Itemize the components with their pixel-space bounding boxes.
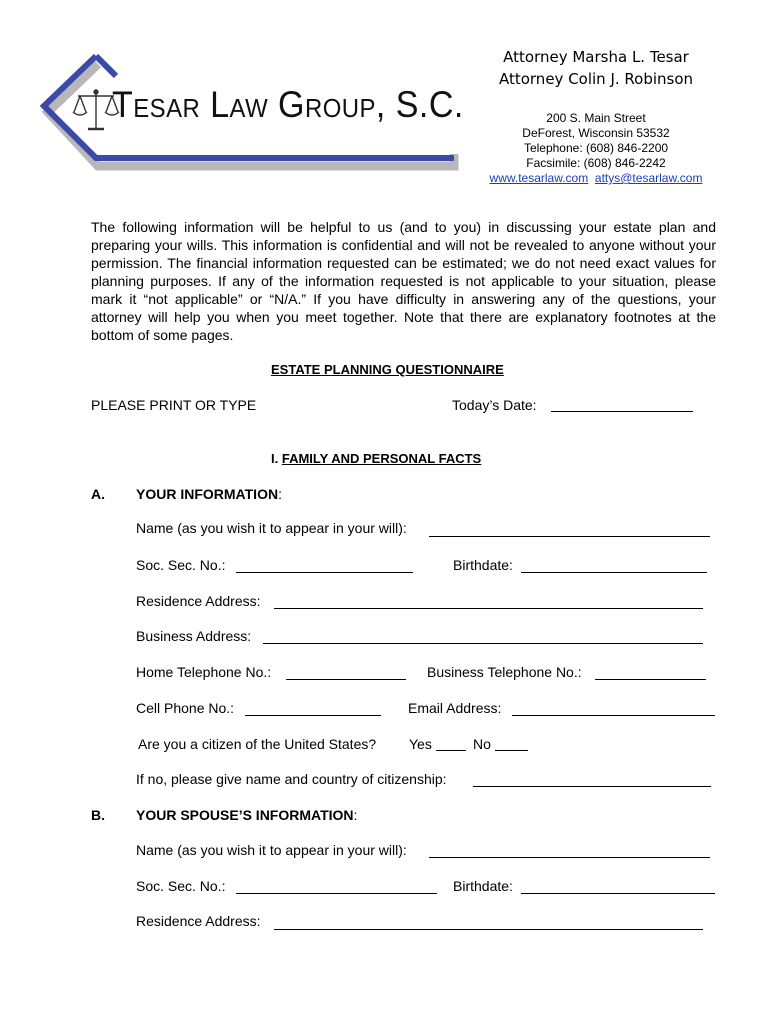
citizenship-field[interactable] — [473, 786, 711, 787]
section-1-title: FAMILY AND PERSONAL FACTS — [281, 451, 482, 466]
spouse-ssn-field[interactable] — [236, 893, 437, 894]
section-b-title: YOUR SPOUSE’S INFORMATION — [136, 807, 354, 823]
your-birthdate-label: Birthdate: — [453, 557, 513, 573]
website-link[interactable]: www.tesarlaw.com — [489, 171, 589, 185]
spouse-ssn-label: Soc. Sec. No.: — [136, 878, 226, 894]
section-1-number: I. — [271, 451, 279, 466]
section-a-heading — [136, 486, 282, 502]
questionnaire-title: ESTATE PLANNING QUESTIONNAIRE — [271, 362, 504, 377]
citizen-question: Are you a citizen of the United States? — [138, 736, 377, 752]
spouse-name-label: Name (as you wish it to appear in your will): — [136, 842, 407, 858]
todays-date-label: Today’s Date: — [452, 397, 537, 413]
print-note: PLEASE PRINT OR TYPE — [91, 397, 257, 413]
section-b-heading — [136, 807, 357, 823]
your-business-address-label: Business Address: — [136, 628, 252, 644]
section-a-colon: : — [278, 486, 282, 502]
attorney-name-1: Attorney Marsha L. Tesar — [503, 48, 689, 66]
your-residence-label: Residence Address: — [136, 593, 261, 609]
business-phone-field[interactable] — [595, 679, 706, 680]
todays-date-field[interactable] — [551, 411, 693, 412]
section-1-heading — [271, 451, 481, 466]
web-links — [466, 171, 726, 185]
spouse-birthdate-field[interactable] — [521, 893, 715, 894]
your-ssn-field[interactable] — [236, 572, 413, 573]
your-birthdate-field[interactable] — [521, 572, 707, 573]
section-b-letter: B. — [91, 807, 105, 823]
your-ssn-label: Soc. Sec. No.: — [136, 557, 226, 573]
citizen-yes-label: Yes — [409, 736, 432, 752]
telephone: Telephone: (608) 846-2200 — [523, 141, 669, 155]
your-name-field[interactable] — [429, 536, 710, 537]
email-label: Email Address: — [408, 700, 502, 716]
citizen-no-label: No — [473, 736, 491, 752]
spouse-residence-field[interactable] — [274, 929, 703, 930]
your-business-address-field[interactable] — [263, 643, 703, 644]
facsimile: Facsimile: (608) 846-2242 — [526, 156, 666, 170]
your-residence-field[interactable] — [274, 608, 703, 609]
cell-phone-field[interactable] — [245, 715, 381, 716]
citizen-no-field[interactable] — [495, 750, 528, 751]
cell-phone-label: Cell Phone No.: — [136, 700, 235, 716]
spouse-name-field[interactable] — [429, 857, 710, 858]
home-phone-field[interactable] — [286, 679, 406, 680]
firm-name: Tesar Law Group, S.C. — [112, 84, 464, 125]
spouse-residence-label: Residence Address: — [136, 913, 261, 929]
your-name-label: Name (as you wish it to appear in your will): — [136, 520, 407, 536]
email-field[interactable] — [512, 715, 715, 716]
spouse-birthdate-label: Birthdate: — [453, 878, 513, 894]
attorney-name-2: Attorney Colin J. Robinson — [498, 70, 694, 88]
email-link[interactable]: attys@tesarlaw.com — [594, 171, 703, 185]
address-city: DeForest, Wisconsin 53532 — [522, 126, 670, 140]
home-phone-label: Home Telephone No.: — [136, 664, 272, 680]
citizenship-label: If no, please give name and country of citizenship: — [136, 771, 447, 787]
address-street: 200 S. Main Street — [546, 111, 646, 125]
section-a-title: YOUR INFORMATION — [136, 486, 279, 502]
section-a-letter: A. — [91, 486, 105, 502]
citizen-yes-field[interactable] — [436, 750, 466, 751]
section-b-colon: : — [353, 807, 358, 823]
intro-paragraph: The following information will be helpful to us (and to you) in discussing your estate plan and preparing your wills. This information is confidential and will not be revealed to anyone without your permission. The financial information requested can be estimated; we do not need exact values for planning purposes. If any of the information requested is not applicable to your situation, please mark it “not applicable” or “N/A.” If you have difficulty in answering any of the questions, your attorney will help you when you meet together. Note that there are explanatory footnotes at the bottom of some pages. — [91, 219, 716, 343]
business-phone-label: Business Telephone No.: — [427, 664, 582, 680]
